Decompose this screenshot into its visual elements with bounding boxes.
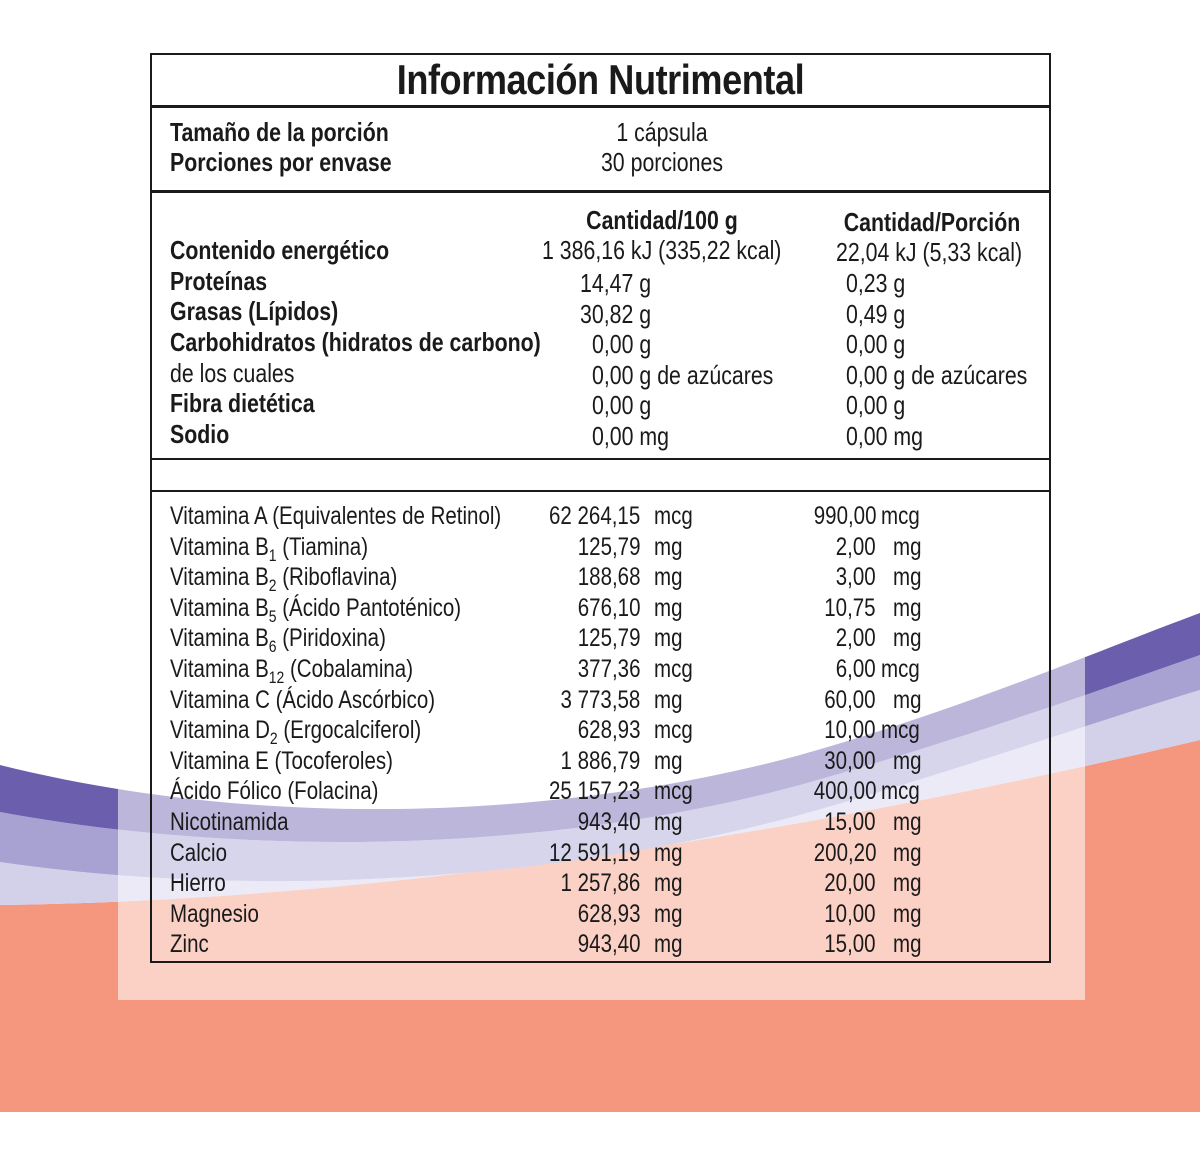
vitamin-label-vitamina-c-cido-asc-rbico- — [170, 685, 435, 715]
vitamin-label-vitamina-a-equivalentes-de-retinol- — [170, 501, 501, 531]
vitamin-unit-100g: mg — [654, 747, 683, 775]
vitamin-value-100g: 676,10 — [577, 594, 640, 622]
vitamin-subscript: 2 — [269, 729, 278, 748]
nutrient-fat-100g: 30,82 g — [580, 299, 652, 329]
vitamin-value-100g: 125,79 — [577, 624, 640, 652]
vitamin-value-100g: 188,68 — [577, 563, 640, 591]
vitamin-label-vitamina-e-tocoferoles- — [170, 746, 393, 776]
vitamin-name: Vitamina B — [170, 655, 269, 683]
serving-size-value: 1 cápsula — [616, 117, 708, 147]
vitamin-label-vitamina-d-2 — [170, 715, 422, 748]
nutrient-fiber-100g: 0,00 g — [592, 390, 652, 420]
vitamin-name: Vitamina B — [170, 533, 269, 561]
nutrient-carbs-serving: 0,00 g — [846, 329, 906, 359]
nutrient-energy-serving: 22,04 kJ (5,33 kcal) — [836, 237, 1023, 267]
vitamin-value-100g: 943,40 — [577, 930, 640, 958]
vitamin-value-100g: 943,40 — [577, 808, 640, 836]
vitamin-subscript: 6 — [268, 637, 277, 656]
vitamin-value-serving: 15,00 — [824, 808, 876, 836]
vitamin-value-serving: 6,00 — [836, 655, 876, 683]
vitamin-unit-serving: mg — [893, 594, 922, 622]
nutrient-sodium-label: Sodio — [170, 419, 230, 449]
vitamin-name: Vitamina D — [170, 716, 270, 744]
vitamin-label-vitamina-b-5 — [170, 593, 462, 626]
vitamin-value-100g: 377,36 — [577, 655, 640, 683]
vitamin-value-100g: 1 257,86 — [560, 869, 640, 897]
vitamin-value-serving: 400,00 — [813, 777, 876, 805]
divider — [152, 490, 1049, 492]
vitamin-name: Vitamina B — [170, 624, 269, 652]
vitamin-subscript: 5 — [268, 607, 277, 626]
vitamin-label-hierro — [170, 868, 226, 898]
vitamin-unit-100g: mg — [654, 563, 683, 591]
vitamin-unit-100g: mcg — [654, 502, 693, 530]
vitamin-unit-serving: mg — [893, 686, 922, 714]
nutrient-carbs-label: Carbohidratos (hidratos de carbono) — [170, 327, 541, 357]
nutrient-sugars-100g: 0,00 g de azúcares — [592, 360, 774, 390]
nutrient-carbs-100g: 0,00 g — [592, 329, 652, 359]
vitamin-name: Calcio — [170, 839, 227, 867]
panel-title: Información Nutrimental — [396, 56, 805, 103]
vitamin-name-rest: (Cobalamina) — [284, 655, 414, 683]
vitamin-unit-serving: mg — [893, 808, 922, 836]
vitamin-label--cido-f-lico-folacina- — [170, 776, 378, 806]
nutrient-fat-label: Grasas (Lípidos) — [170, 296, 339, 326]
vitamin-label-vitamina-b-2 — [170, 562, 398, 595]
vitamin-unit-serving: mcg — [881, 655, 920, 683]
vitamin-unit-100g: mcg — [654, 655, 693, 683]
vitamin-unit-serving: mg — [893, 869, 922, 897]
vitamin-unit-100g: mg — [654, 686, 683, 714]
nutrient-sugars-serving: 0,00 g de azúcares — [846, 360, 1028, 390]
vitamin-value-serving: 3,00 — [836, 563, 876, 591]
vitamin-value-serving: 10,00 — [824, 900, 876, 928]
vitamin-unit-serving: mg — [893, 747, 922, 775]
divider — [152, 458, 1049, 460]
nutrition-panel — [150, 53, 1051, 963]
vitamin-value-100g: 62 264,15 — [548, 502, 640, 530]
vitamin-unit-serving: mcg — [881, 502, 920, 530]
vitamin-name: Vitamina B — [170, 563, 269, 591]
vitamin-value-serving: 2,00 — [836, 624, 876, 652]
vitamin-unit-serving: mg — [893, 563, 922, 591]
vitamin-unit-100g: mg — [654, 808, 683, 836]
vitamin-name: Zinc — [170, 930, 209, 958]
vitamin-value-serving: 990,00 — [813, 502, 876, 530]
vitamin-unit-100g: mg — [654, 533, 683, 561]
vitamin-value-serving: 20,00 — [824, 869, 876, 897]
vitamin-unit-serving: mg — [893, 839, 922, 867]
servings-per-container-value: 30 porciones — [600, 147, 724, 177]
vitamin-value-serving: 10,00 — [824, 716, 876, 744]
vitamin-name: Magnesio — [170, 900, 259, 928]
vitamin-value-serving: 60,00 — [824, 686, 876, 714]
vitamin-value-100g: 25 157,23 — [548, 777, 640, 805]
vitamin-unit-100g: mg — [654, 624, 683, 652]
vitamin-name-rest: (Piridoxina) — [276, 624, 386, 652]
vitamin-unit-serving: mcg — [881, 777, 920, 805]
vitamin-unit-100g: mg — [654, 900, 683, 928]
vitamin-unit-100g: mg — [654, 930, 683, 958]
header-per-100g: Cantidad/100 g — [586, 205, 738, 235]
vitamin-name: Vitamina C (Ácido Ascórbico) — [170, 686, 436, 714]
vitamin-label-vitamina-b-1 — [170, 532, 369, 565]
vitamin-value-100g: 125,79 — [577, 533, 640, 561]
nutrient-sodium-100g: 0,00 mg — [592, 421, 670, 451]
vitamin-name-rest: (Ácido Pantoténico) — [276, 594, 462, 622]
vitamin-unit-100g: mg — [654, 839, 683, 867]
servings-per-container-label: Porciones por envase — [170, 147, 392, 177]
vitamin-name: Vitamina E (Tocoferoles) — [170, 747, 393, 775]
vitamin-unit-100g: mcg — [654, 716, 693, 744]
vitamin-label-vitamina-b-6 — [170, 623, 386, 656]
nutrient-energy-label: Contenido energético — [170, 235, 390, 265]
nutrient-protein-100g: 14,47 g — [580, 268, 652, 298]
nutrient-protein-label: Proteínas — [170, 266, 268, 296]
vitamin-unit-100g: mg — [654, 594, 683, 622]
vitamin-name: Vitamina B — [170, 594, 269, 622]
divider — [152, 190, 1049, 193]
vitamin-value-serving: 15,00 — [824, 930, 876, 958]
vitamin-name: Vitamina A (Equivalentes de Retinol) — [170, 502, 502, 530]
vitamin-subscript: 2 — [268, 576, 277, 595]
header-per-serving: Cantidad/Porción — [843, 207, 1021, 237]
nutrient-fiber-serving: 0,00 g — [846, 390, 906, 420]
vitamin-unit-100g: mcg — [654, 777, 693, 805]
vitamin-value-serving: 30,00 — [824, 747, 876, 775]
vitamin-name: Nicotinamida — [170, 808, 289, 836]
nutrient-fiber-label: Fibra dietética — [170, 388, 315, 418]
nutrient-energy-100g: 1 386,16 kJ (335,22 kcal) — [542, 235, 782, 265]
vitamin-value-serving: 2,00 — [836, 533, 876, 561]
serving-size-label: Tamaño de la porción — [170, 117, 389, 147]
vitamin-value-100g: 3 773,58 — [560, 686, 640, 714]
vitamin-label-zinc — [170, 929, 209, 959]
vitamin-unit-serving: mg — [893, 533, 922, 561]
vitamin-label-nicotinamida — [170, 807, 289, 837]
vitamin-value-100g: 12 591,19 — [548, 839, 640, 867]
nutrient-fat-serving: 0,49 g — [846, 299, 906, 329]
vitamin-name: Ácido Fólico (Folacina) — [170, 777, 379, 805]
nutrient-protein-serving: 0,23 g — [846, 268, 906, 298]
vitamin-label-vitamina-b-12 — [170, 654, 414, 687]
vitamin-value-serving: 10,75 — [824, 594, 876, 622]
vitamin-name-rest: (Tiamina) — [276, 533, 369, 561]
vitamin-name: Hierro — [170, 869, 226, 897]
vitamin-subscript: 1 — [268, 546, 277, 565]
vitamin-value-serving: 200,20 — [813, 839, 876, 867]
vitamin-name-rest: (Riboflavina) — [276, 563, 398, 591]
vitamin-label-calcio — [170, 838, 227, 868]
vitamin-value-100g: 1 886,79 — [560, 747, 640, 775]
vitamin-subscript: 12 — [268, 668, 285, 687]
vitamin-value-100g: 628,93 — [577, 900, 640, 928]
vitamin-name-rest: (Ergocalciferol) — [277, 716, 422, 744]
nutrient-sugars-label: de los cuales — [170, 358, 295, 388]
nutrient-sodium-serving: 0,00 mg — [846, 421, 924, 451]
vitamin-unit-serving: mg — [893, 900, 922, 928]
vitamin-unit-100g: mg — [654, 869, 683, 897]
vitamin-label-magnesio — [170, 899, 259, 929]
vitamin-value-100g: 628,93 — [577, 716, 640, 744]
vitamin-unit-serving: mg — [893, 930, 922, 958]
vitamin-unit-serving: mg — [893, 624, 922, 652]
divider — [152, 105, 1049, 108]
vitamin-unit-serving: mcg — [881, 716, 920, 744]
